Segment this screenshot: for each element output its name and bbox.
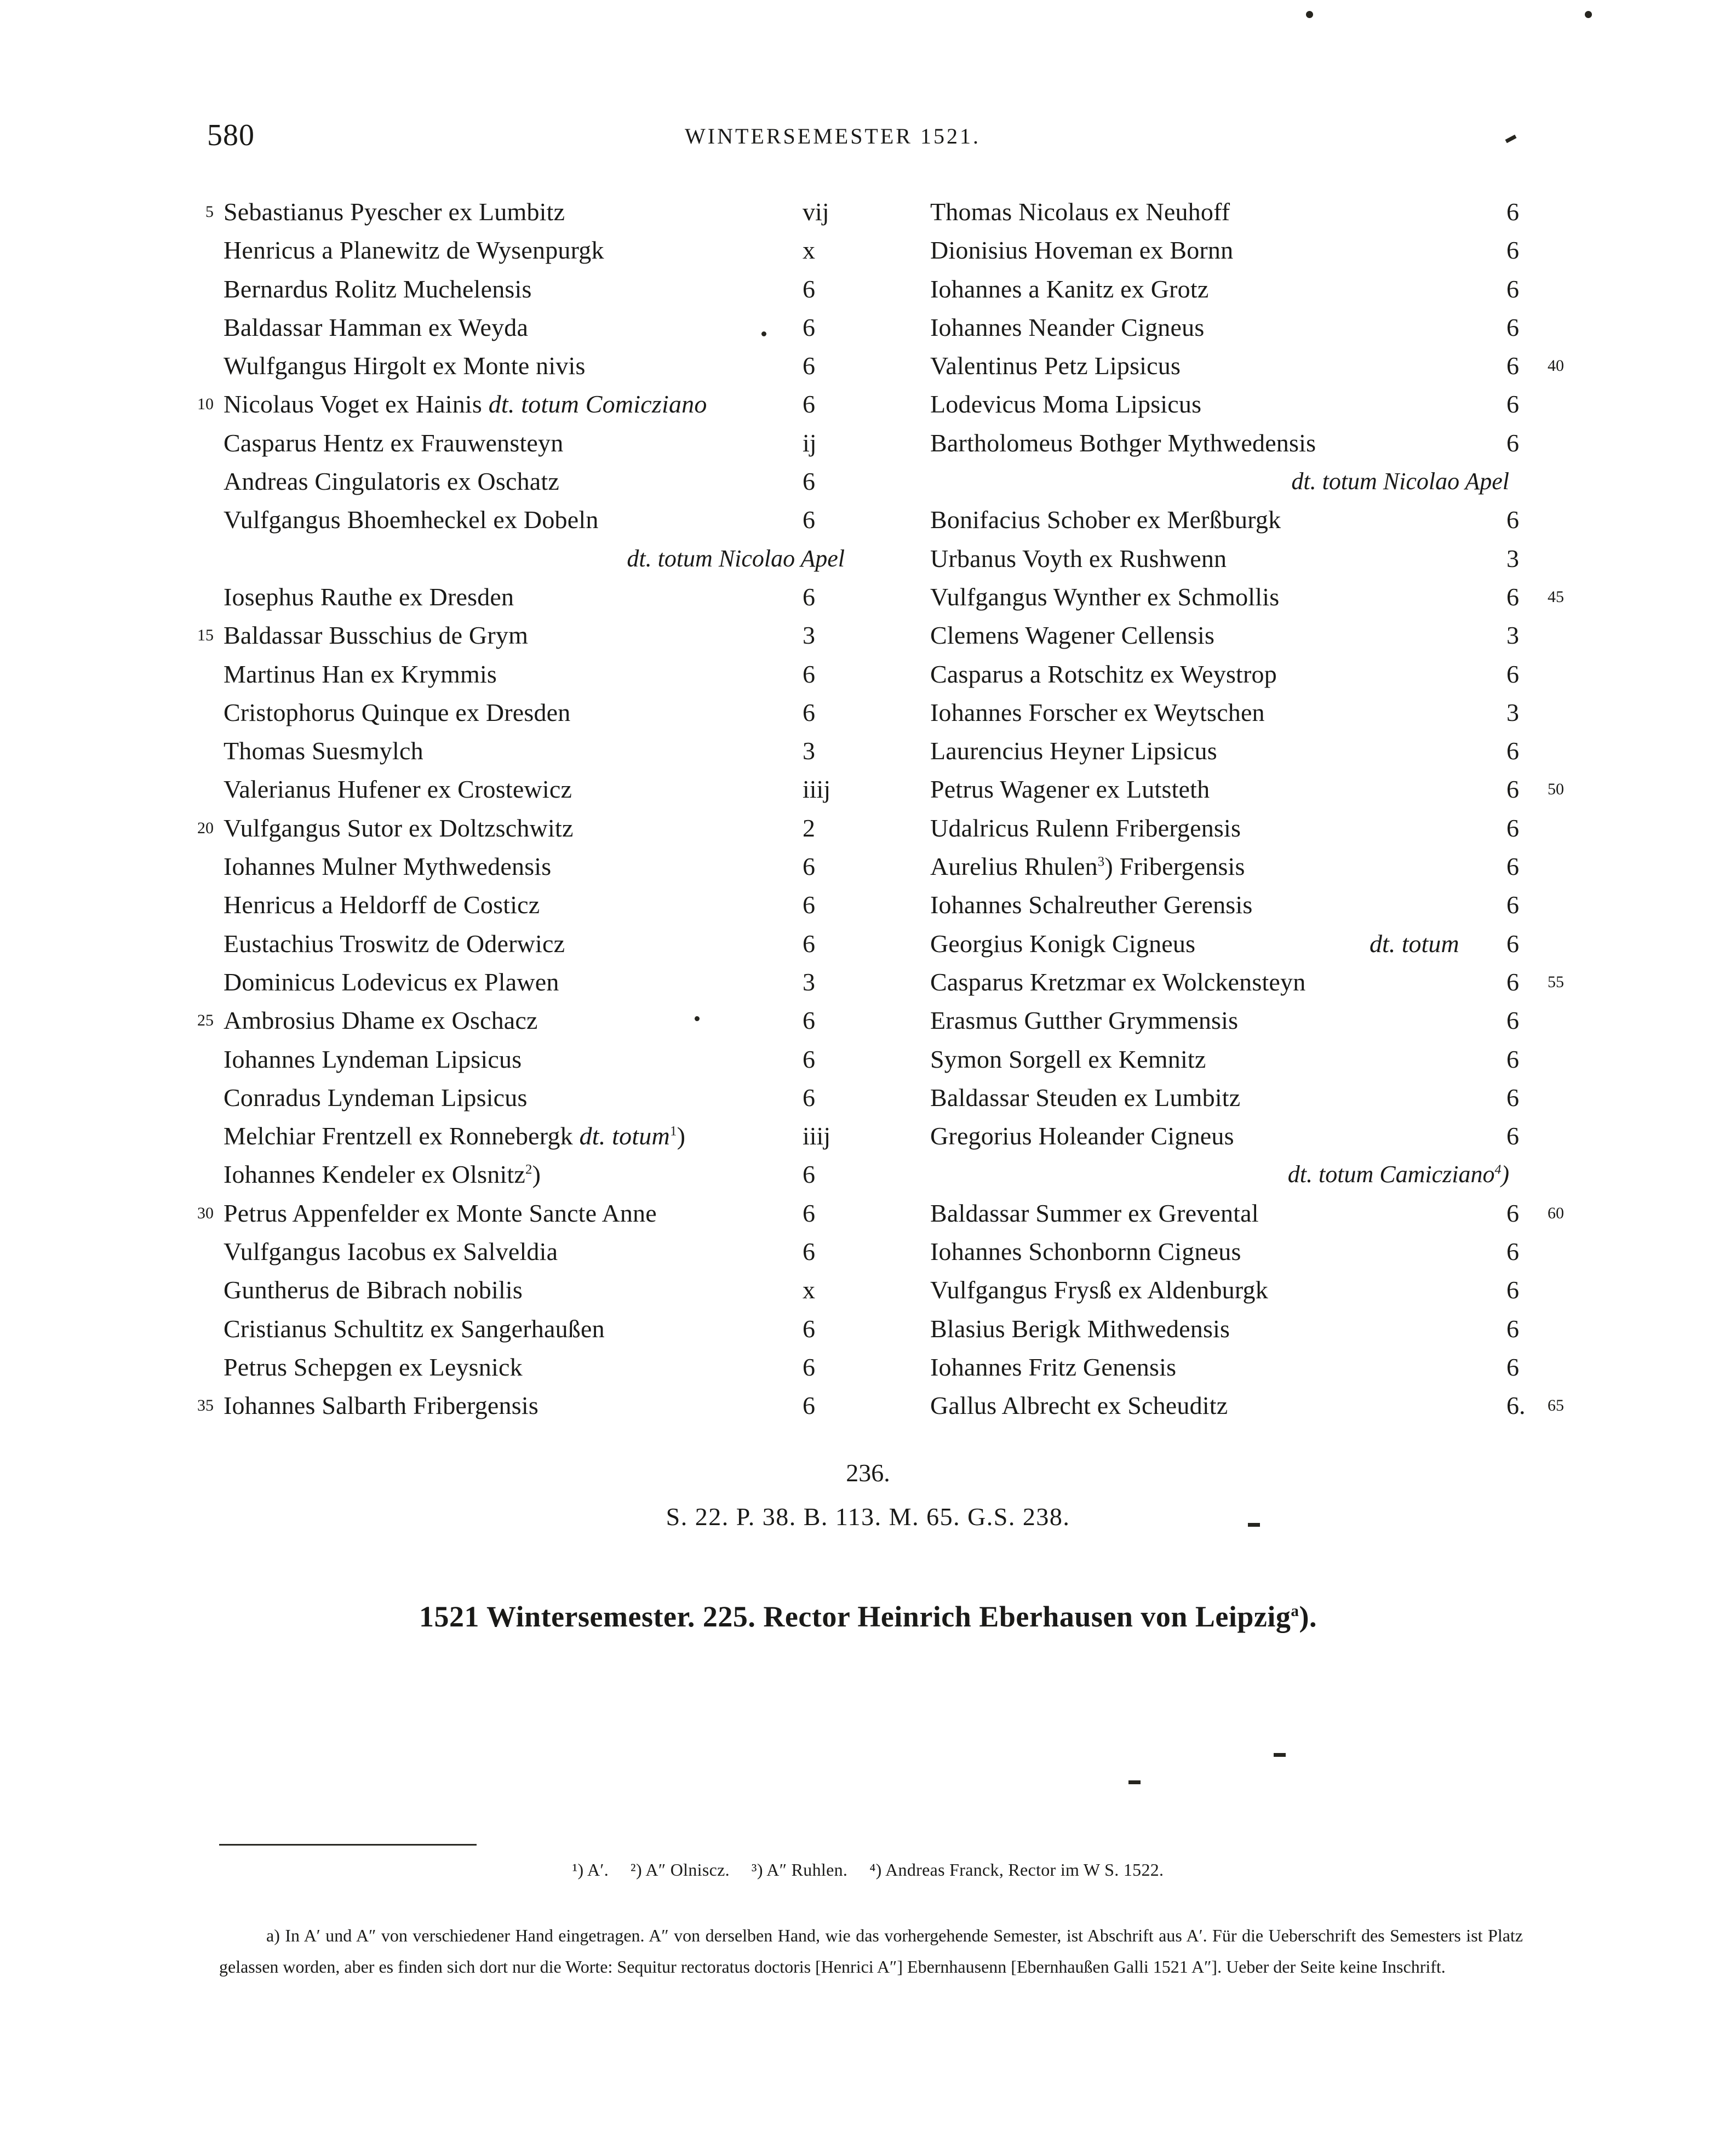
register-column-right bbox=[887, 193, 1575, 1425]
student-name-text: Wulfgangus Hirgolt ex Monte nivis bbox=[224, 352, 586, 380]
student-name bbox=[930, 540, 1227, 578]
register-entry bbox=[181, 462, 855, 501]
student-name-text: Thomas Nicolaus ex Neuhoff bbox=[930, 198, 1230, 226]
student-name-text: Urbanus Voyth ex Rushwenn bbox=[930, 544, 1227, 572]
semester-heading-text: 1521 Wintersemester. 225. Rector Heinrich Eberhausen von Leipzig bbox=[419, 1600, 1291, 1633]
student-name bbox=[930, 385, 1201, 423]
fee-amount: iiij bbox=[803, 1122, 831, 1150]
footnote-marker-tail: ) bbox=[677, 1122, 686, 1150]
register-entry bbox=[887, 1194, 1575, 1233]
student-name bbox=[224, 1271, 523, 1309]
student-name bbox=[224, 1155, 541, 1194]
student-name bbox=[930, 1040, 1206, 1079]
register-entry bbox=[181, 770, 855, 809]
line-number: 25 bbox=[197, 1011, 214, 1030]
footnote-marker: 4 bbox=[1494, 1162, 1502, 1177]
inline-editorial-note: dt. totum Comicziano bbox=[488, 390, 707, 419]
student-name bbox=[224, 270, 532, 308]
student-name-text: Iohannes a Kanitz ex Grotz bbox=[930, 274, 1209, 303]
student-name bbox=[930, 847, 1245, 886]
fee-amount: 6 bbox=[1506, 1045, 1519, 1073]
register-entry bbox=[181, 1001, 855, 1040]
semester-heading-tail: ). bbox=[1299, 1600, 1317, 1633]
register-entry bbox=[887, 1233, 1575, 1271]
register-entry bbox=[181, 1348, 855, 1387]
fee-amount: 6 bbox=[1506, 352, 1519, 380]
footnote-marker: 2 bbox=[525, 1162, 532, 1178]
fee-amount: 6 bbox=[1506, 1238, 1519, 1266]
footnote-item: ¹) A′. bbox=[572, 1860, 609, 1880]
student-name-text: Cristianus Schultitz ex Sangerhaußen bbox=[224, 1314, 605, 1343]
register-entry bbox=[887, 1310, 1575, 1348]
register-entry bbox=[887, 385, 1575, 423]
student-name bbox=[224, 1040, 522, 1079]
footnote-separator bbox=[219, 1844, 477, 1846]
student-name bbox=[930, 270, 1208, 308]
fee-amount: x bbox=[803, 236, 815, 265]
register-entry bbox=[181, 1271, 855, 1309]
register-entry bbox=[181, 1233, 855, 1271]
student-name-text: Sebastianus Pyescher ex Lumbitz bbox=[224, 198, 565, 226]
student-name bbox=[224, 847, 551, 886]
student-name-text: Casparus Kretzmar ex Wolckensteyn bbox=[930, 967, 1306, 996]
student-name bbox=[224, 347, 586, 385]
student-name bbox=[224, 963, 559, 1001]
fee-amount: vij bbox=[803, 198, 829, 226]
student-name-text: Iohannes Fritz Genensis bbox=[930, 1353, 1177, 1381]
student-name bbox=[930, 655, 1277, 694]
student-name bbox=[930, 501, 1281, 539]
student-name bbox=[224, 193, 565, 231]
student-name-text: Petrus Appenfelder ex Monte Sancte Anne bbox=[224, 1199, 657, 1227]
tally-number: 55 bbox=[1548, 972, 1564, 991]
student-name-text: Casparus Hentz ex Frauwensteyn bbox=[224, 428, 564, 457]
fee-amount: 6 bbox=[1506, 582, 1519, 611]
student-name-text: Georgius Konigk Cigneus bbox=[930, 929, 1196, 958]
footnote-marker-tail: ) Fribergensis bbox=[1104, 852, 1245, 881]
fee-amount: 6 bbox=[803, 891, 815, 919]
student-name-text: Bonifacius Schober ex Merßburgk bbox=[930, 506, 1281, 534]
student-name bbox=[224, 1233, 558, 1271]
register-entry bbox=[181, 809, 855, 847]
student-name-text: Vulfgangus Bhoemheckel ex Dobeln bbox=[224, 506, 599, 534]
register-entry bbox=[887, 1271, 1575, 1309]
student-name-text: Udalricus Rulenn Fribergensis bbox=[930, 814, 1241, 842]
student-name-text: Ambrosius Dhame ex Oschacz bbox=[224, 1006, 538, 1035]
register-entry bbox=[887, 1001, 1575, 1040]
fee-amount: 6 bbox=[803, 1045, 815, 1073]
student-name bbox=[930, 732, 1217, 770]
fee-amount: iiij bbox=[803, 775, 831, 804]
fee-amount: 6. bbox=[1506, 1391, 1526, 1420]
fee-amount: 6 bbox=[803, 352, 815, 380]
fee-amount: 6 bbox=[1506, 967, 1519, 996]
faculty-summary: S. 22. P. 38. B. 113. M. 65. G.S. 238. bbox=[666, 1503, 1070, 1531]
student-name-text: Iohannes Kendeler ex Olsnitz bbox=[224, 1160, 526, 1189]
student-name-text: Nicolaus Voget ex Hainis bbox=[224, 390, 482, 419]
student-name bbox=[224, 1117, 685, 1155]
margin-speck-icon bbox=[1128, 1780, 1141, 1784]
student-name bbox=[930, 963, 1305, 1001]
student-name bbox=[224, 732, 423, 770]
student-name bbox=[930, 1194, 1259, 1233]
editorial-note-line bbox=[887, 462, 1575, 501]
student-name-text: Guntherus de Bibrach nobilis bbox=[224, 1276, 523, 1304]
student-name-text: Iosephus Rauthe ex Dresden bbox=[224, 582, 514, 611]
fee-amount: 3 bbox=[1506, 621, 1519, 650]
student-name bbox=[930, 694, 1265, 732]
register-entry bbox=[887, 540, 1575, 578]
tally-number: 45 bbox=[1548, 587, 1564, 606]
register-entry bbox=[181, 308, 855, 347]
student-name-text: Henricus a Heldorff de Costicz bbox=[224, 891, 540, 919]
register-entry bbox=[181, 1310, 855, 1348]
semester-heading-footnote-marker: a bbox=[1291, 1602, 1299, 1620]
footnote-item: ²) A″ Olniscz. bbox=[631, 1860, 730, 1880]
fee-amount: 6 bbox=[1506, 891, 1519, 919]
student-name bbox=[224, 1194, 657, 1233]
student-name-text: Baldassar Busschius de Grym bbox=[224, 621, 529, 650]
student-name bbox=[224, 578, 514, 616]
register-entry bbox=[887, 1387, 1575, 1425]
register-entry bbox=[887, 886, 1575, 924]
student-name-text: Casparus a Rotschitz ex Weystrop bbox=[930, 660, 1277, 688]
register-entry bbox=[887, 770, 1575, 809]
register-entry bbox=[181, 847, 855, 886]
fee-amount: 6 bbox=[1506, 737, 1519, 765]
fee-amount: 6 bbox=[1506, 1353, 1519, 1381]
register-entry bbox=[887, 347, 1575, 385]
fee-amount: 6 bbox=[1506, 1006, 1519, 1035]
editorial-note-text: dt. totum Nicolao Apel bbox=[1291, 468, 1509, 495]
inline-editorial-note: dt. totum bbox=[579, 1122, 670, 1150]
fee-amount: 6 bbox=[1506, 775, 1519, 804]
register-entry bbox=[181, 270, 855, 308]
fee-amount: 6 bbox=[1506, 1122, 1519, 1150]
footnote-marker-tail: ) bbox=[532, 1160, 541, 1189]
student-name-text: Martinus Han ex Krymmis bbox=[224, 660, 497, 688]
student-name bbox=[930, 1271, 1268, 1309]
register-entry bbox=[887, 963, 1575, 1001]
footnote-marker-tail: ) bbox=[1501, 1161, 1509, 1188]
student-name-text: Aurelius Rhulen bbox=[930, 852, 1098, 881]
fee-amount: 6 bbox=[803, 929, 815, 958]
fee-amount: 6 bbox=[1506, 236, 1519, 265]
student-name-text: Bartholomeus Bothger Mythwedensis bbox=[930, 428, 1316, 457]
fee-amount: 3 bbox=[803, 621, 815, 650]
fee-amount: 6 bbox=[803, 852, 815, 881]
register-entry bbox=[181, 886, 855, 924]
student-name bbox=[224, 424, 563, 462]
student-name bbox=[930, 809, 1241, 847]
student-name-text: Iohannes Mulner Mythwedensis bbox=[224, 852, 552, 881]
footnote-item: ³) A″ Ruhlen. bbox=[751, 1860, 848, 1880]
register-entry bbox=[887, 308, 1575, 347]
fee-amount: 6 bbox=[1506, 1314, 1519, 1343]
register-entry bbox=[181, 578, 855, 616]
register-entry bbox=[181, 231, 855, 270]
footnote-paragraph-text: a) In A′ und A″ von verschiedener Hand eingetragen. A″ von derselben Hand, wie das vorhergehende Semester, ist Abschrift aus A′. Für die Ueberschrift des Semesters ist Platz gelassen worden, aber es finden sich dort nur die Worte: Sequitur rectoratus doctoris [Henrici A″] Ebernhausenn [Ebernhaußen Galli 1521 A″]. Ueber der Seite keine Inschrift. bbox=[219, 1926, 1523, 1977]
student-name-text: Vulfgangus Wynther ex Schmollis bbox=[930, 582, 1280, 611]
fee-amount: 6 bbox=[803, 1006, 815, 1035]
register-entry bbox=[181, 501, 855, 539]
student-name-text: Gallus Albrecht ex Scheuditz bbox=[930, 1391, 1228, 1420]
fee-amount: 6 bbox=[1506, 1199, 1519, 1227]
student-name bbox=[930, 1387, 1228, 1425]
fee-amount: 6 bbox=[1506, 929, 1519, 958]
student-name bbox=[930, 770, 1210, 809]
fee-amount: 2 bbox=[803, 814, 815, 842]
student-name-text: Petrus Schepgen ex Leysnick bbox=[224, 1353, 523, 1381]
register-entry bbox=[181, 925, 855, 963]
student-name bbox=[930, 578, 1279, 616]
register-entry bbox=[887, 1079, 1575, 1117]
fee-amount: 6 bbox=[803, 1391, 815, 1420]
fee-amount: 6 bbox=[1506, 198, 1519, 226]
register-entry bbox=[181, 1194, 855, 1233]
register-entry bbox=[887, 1117, 1575, 1155]
fee-amount: 3 bbox=[1506, 698, 1519, 726]
fee-amount: 6 bbox=[803, 1238, 815, 1266]
editorial-note-text: dt. totum Nicolao Apel bbox=[627, 545, 845, 572]
page-title: WINTERSEMESTER 1521. bbox=[685, 124, 981, 148]
folio-number: 580 bbox=[207, 118, 255, 152]
running-head bbox=[0, 118, 1736, 156]
register-entry bbox=[181, 347, 855, 385]
student-name bbox=[224, 694, 571, 732]
student-name bbox=[224, 770, 572, 809]
fee-amount: 6 bbox=[803, 390, 815, 419]
student-name-text: Henricus a Planewitz de Wysenpurgk bbox=[224, 236, 604, 265]
student-name-text: Dominicus Lodevicus ex Plawen bbox=[224, 967, 559, 996]
student-name bbox=[930, 1117, 1234, 1155]
fee-amount: 6 bbox=[803, 313, 815, 341]
student-name-text: Iohannes Salbarth Fribergensis bbox=[224, 1391, 538, 1420]
register-entry bbox=[181, 1079, 855, 1117]
student-name-text: Andreas Cingulatoris ex Oschatz bbox=[224, 467, 559, 496]
student-name bbox=[224, 501, 599, 539]
student-name bbox=[930, 886, 1252, 924]
fee-amount: 6 bbox=[803, 506, 815, 534]
footnote-marker: 3 bbox=[1097, 854, 1105, 869]
student-name-text: Valerianus Hufener ex Crostewicz bbox=[224, 775, 572, 804]
fee-amount: 6 bbox=[803, 582, 815, 611]
footnote-paragraph bbox=[219, 1920, 1523, 1983]
line-number: 10 bbox=[197, 395, 214, 414]
register-entry bbox=[181, 616, 855, 655]
fee-amount: 3 bbox=[803, 737, 815, 765]
student-name-text: Clemens Wagener Cellensis bbox=[930, 621, 1215, 650]
fee-amount: 6 bbox=[803, 1199, 815, 1227]
student-name bbox=[224, 308, 528, 347]
student-name bbox=[930, 1233, 1241, 1271]
student-name-text: Iohannes Forscher ex Weytschen bbox=[930, 698, 1265, 726]
student-name bbox=[224, 1001, 538, 1040]
fee-amount: 6 bbox=[1506, 852, 1519, 881]
inline-editorial-note: dt. totum bbox=[1370, 929, 1459, 958]
student-name bbox=[930, 347, 1181, 385]
student-name bbox=[930, 1310, 1230, 1348]
register-entry bbox=[181, 1040, 855, 1079]
student-name-text: Lodevicus Moma Lipsicus bbox=[930, 390, 1202, 419]
fee-amount: 3 bbox=[803, 967, 815, 996]
student-name bbox=[930, 231, 1233, 270]
student-name bbox=[224, 1348, 523, 1387]
register-entry bbox=[887, 1040, 1575, 1079]
entry-count: 236. bbox=[846, 1459, 890, 1487]
student-name-text: Baldassar Hamman ex Weyda bbox=[224, 313, 529, 341]
register-entry bbox=[887, 694, 1575, 732]
student-name bbox=[930, 1348, 1176, 1387]
fee-amount: 6 bbox=[1506, 313, 1519, 341]
tally-number: 65 bbox=[1548, 1396, 1564, 1415]
student-name bbox=[224, 1387, 538, 1425]
register-entry bbox=[887, 231, 1575, 270]
student-name bbox=[930, 925, 1195, 963]
fee-amount: 6 bbox=[803, 698, 815, 726]
register-entry bbox=[887, 732, 1575, 770]
student-name-text: Eustachius Troswitz de Oderwicz bbox=[224, 929, 565, 958]
student-name bbox=[930, 308, 1204, 347]
student-name-text: Conradus Lyndeman Lipsicus bbox=[224, 1083, 528, 1112]
line-number: 35 bbox=[197, 1396, 214, 1415]
fee-amount: 6 bbox=[803, 660, 815, 688]
editorial-note-line bbox=[887, 1155, 1575, 1194]
editorial-note-line bbox=[181, 540, 855, 578]
student-name-text: Erasmus Gutther Grymmensis bbox=[930, 1006, 1239, 1035]
student-name bbox=[224, 385, 707, 423]
student-name bbox=[930, 193, 1230, 231]
student-name bbox=[224, 886, 540, 924]
student-name-text: Baldassar Steuden ex Lumbitz bbox=[930, 1083, 1241, 1112]
line-number: 30 bbox=[197, 1204, 214, 1222]
student-name-text: Gregorius Holeander Cigneus bbox=[930, 1122, 1234, 1150]
student-name-text: Petrus Wagener ex Lutsteth bbox=[930, 775, 1210, 804]
student-name-text: Thomas Suesmylch bbox=[224, 737, 423, 765]
register-entry bbox=[181, 732, 855, 770]
student-name bbox=[224, 231, 604, 270]
register-entry bbox=[181, 1387, 855, 1425]
register-entry bbox=[887, 847, 1575, 886]
student-name bbox=[930, 1001, 1238, 1040]
line-number: 20 bbox=[197, 818, 214, 837]
fee-amount: 6 bbox=[803, 274, 815, 303]
register-entry bbox=[887, 1348, 1575, 1387]
register-entry bbox=[887, 501, 1575, 539]
student-name-text: Vulfgangus Sutor ex Doltzschwitz bbox=[224, 814, 574, 842]
student-name-text: Vulfgangus Frysß ex Aldenburgk bbox=[930, 1276, 1268, 1304]
student-name bbox=[224, 1310, 605, 1348]
margin-speck-icon bbox=[1585, 11, 1592, 18]
register-entry bbox=[887, 578, 1575, 616]
student-name bbox=[224, 1079, 528, 1117]
student-name-text: Bernardus Rolitz Muchelensis bbox=[224, 274, 532, 303]
fee-amount: 6 bbox=[803, 1314, 815, 1343]
register-entry bbox=[887, 616, 1575, 655]
fee-amount: 6 bbox=[1506, 1083, 1519, 1112]
student-name bbox=[930, 616, 1214, 655]
student-name-text: Melchiar Frentzell ex Ronnebergk bbox=[224, 1122, 573, 1150]
student-name bbox=[224, 655, 497, 694]
register-entry bbox=[181, 193, 855, 231]
student-name bbox=[930, 1079, 1240, 1117]
student-name-text: Valentinus Petz Lipsicus bbox=[930, 352, 1181, 380]
register-entry bbox=[181, 424, 855, 462]
margin-speck-icon bbox=[1306, 11, 1313, 18]
fee-amount: 6 bbox=[803, 1160, 815, 1189]
fee-amount: 6 bbox=[803, 1353, 815, 1381]
fee-amount: x bbox=[803, 1276, 815, 1304]
fee-amount: 3 bbox=[1506, 544, 1519, 572]
register-entry bbox=[887, 193, 1575, 231]
fee-amount: 6 bbox=[803, 1083, 815, 1112]
student-name-text: Dionisius Hoveman ex Bornn bbox=[930, 236, 1234, 265]
tally-number: 50 bbox=[1548, 780, 1564, 799]
tally-number: 60 bbox=[1548, 1204, 1564, 1222]
student-name bbox=[224, 809, 574, 847]
student-name bbox=[224, 925, 565, 963]
footnote-marker: 1 bbox=[669, 1124, 677, 1139]
register-entry bbox=[181, 694, 855, 732]
register-entry bbox=[887, 925, 1575, 963]
register-entry bbox=[887, 809, 1575, 847]
register-entry bbox=[181, 1117, 855, 1155]
student-name-text: Iohannes Schalreuther Gerensis bbox=[930, 891, 1253, 919]
register-entry bbox=[181, 385, 855, 423]
fee-amount: 6 bbox=[1506, 390, 1519, 419]
fee-amount: 6 bbox=[1506, 274, 1519, 303]
fee-amount: 6 bbox=[1506, 814, 1519, 842]
student-name-text: Blasius Berigk Mithwedensis bbox=[930, 1314, 1230, 1343]
register-entry bbox=[887, 424, 1575, 462]
fee-amount: 6 bbox=[1506, 428, 1519, 457]
student-name bbox=[224, 462, 559, 501]
register-entry bbox=[887, 655, 1575, 694]
student-name bbox=[930, 424, 1316, 462]
register-entry bbox=[887, 270, 1575, 308]
student-name-text: Baldassar Summer ex Grevental bbox=[930, 1199, 1259, 1227]
student-name-text: Cristophorus Quinque ex Dresden bbox=[224, 698, 571, 726]
register-entry bbox=[181, 655, 855, 694]
student-name bbox=[224, 616, 528, 655]
tally-number: 40 bbox=[1548, 357, 1564, 375]
student-name-text: Iohannes Schonbornn Cigneus bbox=[930, 1238, 1241, 1266]
margin-speck-icon bbox=[1274, 1753, 1286, 1757]
fee-amount: 6 bbox=[803, 467, 815, 496]
line-number: 5 bbox=[205, 203, 214, 221]
semester-heading bbox=[0, 1600, 1736, 1634]
line-number: 15 bbox=[197, 626, 214, 645]
fee-amount: 6 bbox=[1506, 1276, 1519, 1304]
student-name-text: Vulfgangus Iacobus ex Salveldia bbox=[224, 1238, 558, 1266]
fee-amount: ij bbox=[803, 428, 817, 457]
editorial-note-text: dt. totum Camicziano bbox=[1287, 1161, 1495, 1188]
fee-amount: 6 bbox=[1506, 660, 1519, 688]
register-column-left bbox=[181, 193, 855, 1425]
student-name-text: Iohannes Lyndeman Lipsicus bbox=[224, 1045, 522, 1073]
fee-amount: 6 bbox=[1506, 506, 1519, 534]
register-entry bbox=[181, 963, 855, 1001]
footnote-short-list bbox=[0, 1860, 1736, 1880]
student-name-text: Laurencius Heyner Lipsicus bbox=[930, 737, 1217, 765]
student-name-text: Symon Sorgell ex Kemnitz bbox=[930, 1045, 1206, 1073]
register-entry bbox=[181, 1155, 855, 1194]
footnote-item: ⁴) Andreas Franck, Rector im W S. 1522. bbox=[869, 1860, 1164, 1880]
student-name-text: Iohannes Neander Cigneus bbox=[930, 313, 1205, 341]
